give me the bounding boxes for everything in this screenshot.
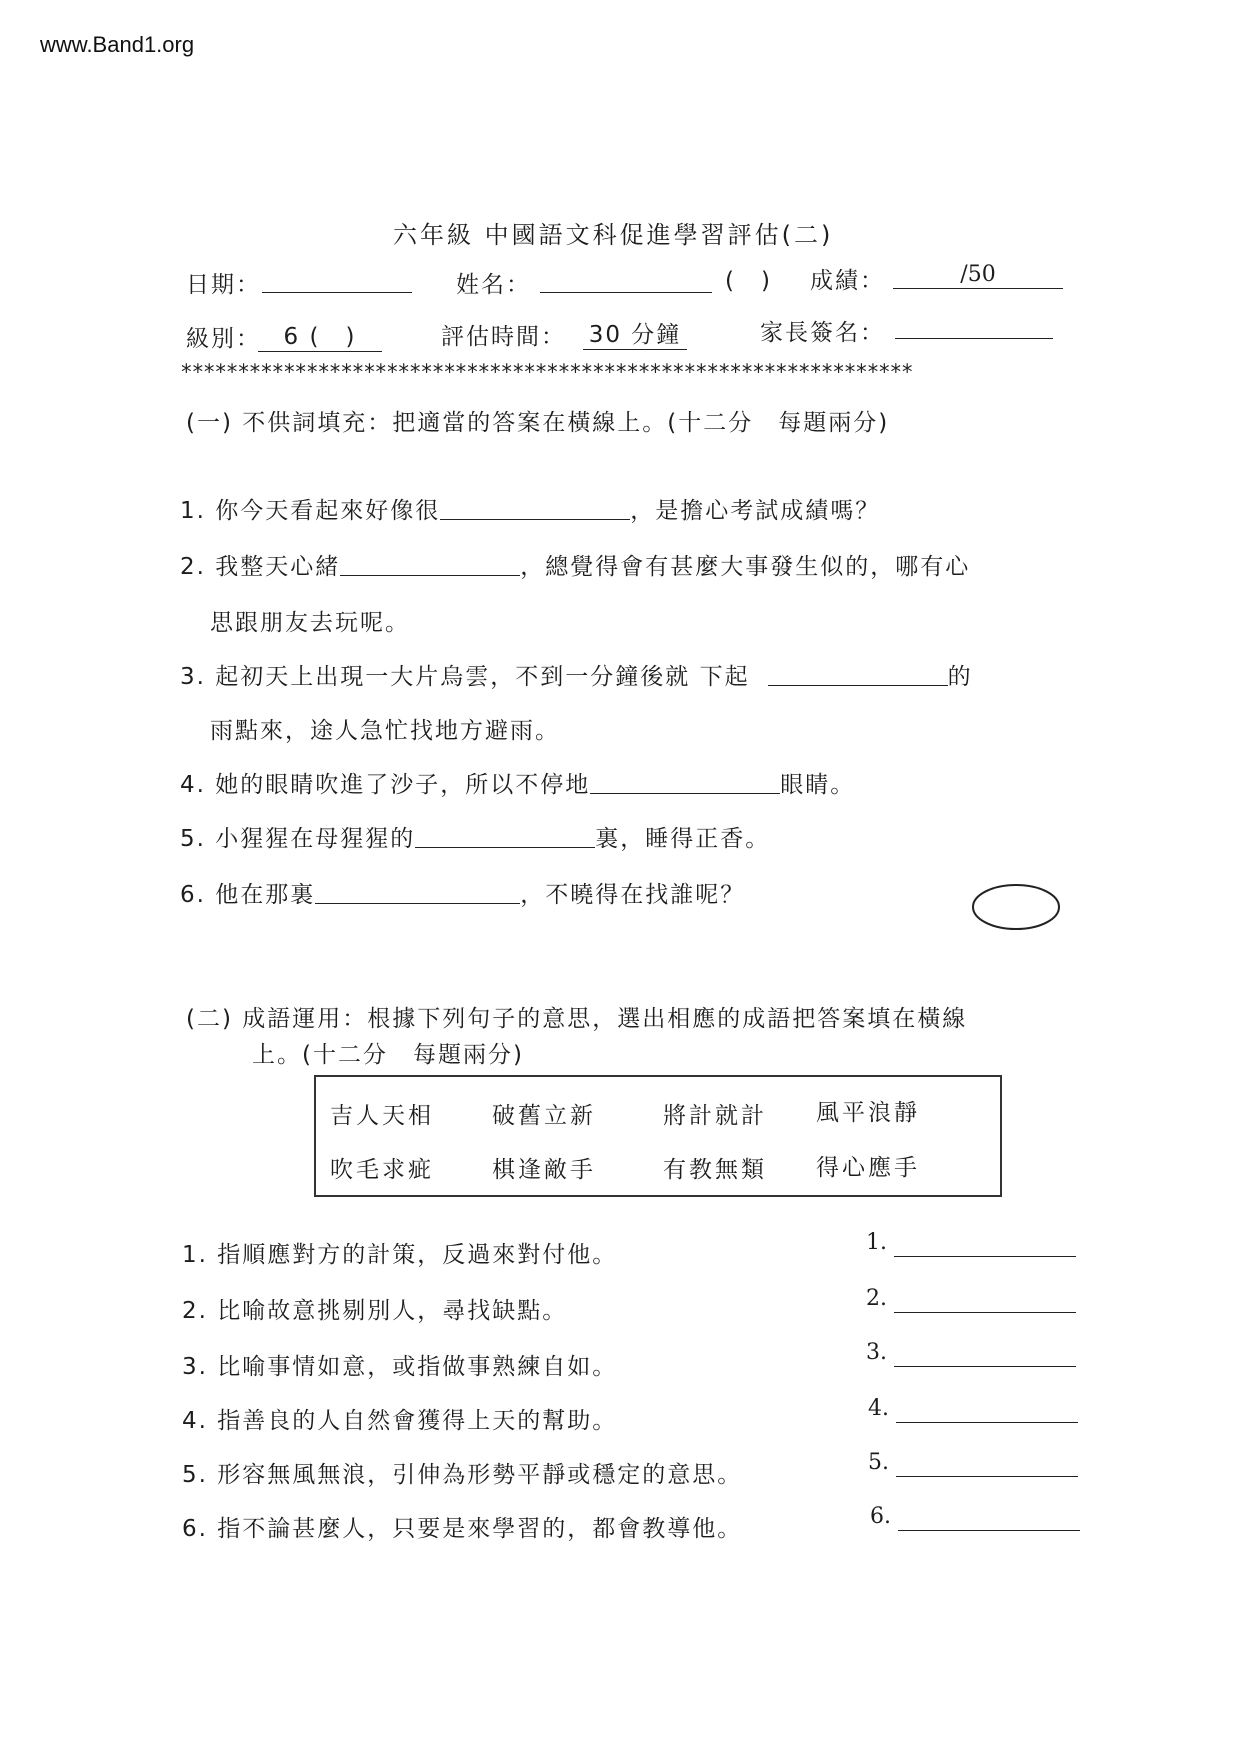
site-url: www.Band1.org (40, 32, 195, 57)
s1-q1-text-after: ，是擔心考試成績嗎？ (630, 498, 881, 524)
score-field[interactable]: /50 (893, 262, 1063, 289)
s1-q2-text-after: ，總覺得會有甚麼大事發生似的，哪有心 (520, 554, 971, 580)
idiom-option: 吹毛求疵 (330, 1157, 434, 1183)
s1-question-2 (180, 548, 970, 581)
s1-q3-text-after: 的 (947, 664, 973, 690)
s2-answer-number: 3. (866, 1340, 887, 1365)
s2-answer-number: 2. (866, 1286, 887, 1311)
s2-question: 5. 形容無風無浪，引伸為形勢平靜或穩定的意思。 (182, 1462, 743, 1488)
s1-q4-text-after: 眼睛。 (780, 772, 856, 798)
s2-answer-number: 6. (870, 1504, 891, 1529)
s1-q3-answer-blank[interactable] (768, 663, 948, 686)
s2-answer-number: 4. (868, 1396, 889, 1421)
grade-field[interactable]: 6 ( ) (258, 318, 382, 352)
s1-q6-answer-blank[interactable] (315, 881, 520, 904)
idiom-option: 將計就計 (663, 1103, 767, 1129)
idiom-option: 棋逢敵手 (492, 1157, 596, 1183)
s1-question-6 (180, 876, 745, 909)
time-label: 評估時間： (441, 324, 566, 350)
s2-answer-line[interactable] (898, 1530, 1080, 1531)
section2-heading-line2: 上。(十二分 每題兩分) (252, 1042, 524, 1068)
score-label: 成績： (810, 268, 885, 294)
s2-answer-line[interactable] (896, 1476, 1078, 1477)
idiom-option: 吉人天相 (330, 1103, 434, 1129)
s2-answer-line[interactable] (894, 1366, 1076, 1367)
name-field[interactable] (540, 268, 712, 293)
s2-question: 1. 指順應對方的計策，反過來對付他。 (182, 1242, 618, 1268)
s1-question-5 (180, 820, 770, 853)
idiom-bank-box (314, 1075, 1002, 1197)
section1-heading: (一) 不供詞填充：把適當的答案在橫線上。(十二分 每題兩分) (186, 410, 890, 436)
s1-q4-text-before: 4. 她的眼睛吹進了沙子，所以不停地 (180, 772, 591, 798)
idiom-option: 有教無類 (663, 1157, 767, 1183)
s1-q2-continuation: 思跟朋友去玩呢。 (210, 610, 410, 636)
s2-question: 4. 指善良的人自然會獲得上天的幫助。 (182, 1408, 618, 1434)
s1-q4-answer-blank[interactable] (590, 771, 780, 794)
s1-q1-text-before: 1. 你今天看起來好像很 (180, 498, 441, 524)
section2-heading-line1: (二) 成語運用：根據下列句子的意思，選出相應的成語把答案填在橫線 (186, 1006, 968, 1032)
s1-q5-answer-blank[interactable] (415, 825, 595, 848)
oval-mark (968, 880, 1064, 934)
page-title: 六年級 中國語文科促進學習評估(二) (393, 221, 834, 249)
s2-answer-number: 1. (866, 1230, 887, 1255)
parent-signature-field[interactable] (895, 314, 1053, 339)
idiom-option: 破舊立新 (492, 1103, 596, 1129)
s1-question-1 (180, 492, 880, 525)
s1-q5-text-after: 裏，睡得正香。 (595, 826, 771, 852)
s2-question: 3. 比喻事情如意，或指做事熟練自如。 (182, 1354, 618, 1380)
s1-q2-answer-blank[interactable] (340, 553, 520, 576)
s1-q1-answer-blank[interactable] (440, 497, 630, 520)
s1-q3-text-before: 3. 起初天上出現一大片烏雲，不到一分鐘後就 下起 (180, 664, 750, 690)
s1-q2-text-before: 2. 我整天心緒 (180, 554, 341, 580)
s1-q5-text-before: 5. 小猩猩在母猩猩的 (180, 826, 416, 852)
s1-q3-continuation: 雨點來，途人急忙找地方避雨。 (210, 718, 560, 744)
date-label: 日期： (186, 272, 261, 298)
parent-signature-label: 家長簽名： (760, 320, 885, 346)
s2-question: 6. 指不論甚麼人，只要是來學習的，都會教導他。 (182, 1516, 743, 1542)
s2-answer-line[interactable] (896, 1422, 1078, 1423)
name-label: 姓名： (456, 272, 531, 298)
s1-q6-text-after: ，不曉得在找誰呢？ (520, 882, 746, 908)
divider-stars: **************************************************************** (180, 360, 913, 384)
class-number-field[interactable]: ( ) (725, 268, 772, 294)
s1-q6-text-before: 6. 他在那裏 (180, 882, 316, 908)
s2-answer-line[interactable] (894, 1312, 1076, 1313)
time-value: 30 分鐘 (583, 316, 687, 350)
s2-question: 2. 比喻故意挑剔別人，尋找缺點。 (182, 1298, 568, 1324)
grade-label: 級別： (186, 326, 261, 352)
idiom-option: 風平浪靜 (816, 1100, 920, 1126)
idiom-option: 得心應手 (816, 1155, 920, 1181)
date-field[interactable] (262, 268, 412, 293)
s2-answer-number: 5. (868, 1450, 889, 1475)
s1-question-3 (180, 658, 973, 691)
s1-question-4 (180, 766, 855, 799)
s2-answer-line[interactable] (894, 1256, 1076, 1257)
